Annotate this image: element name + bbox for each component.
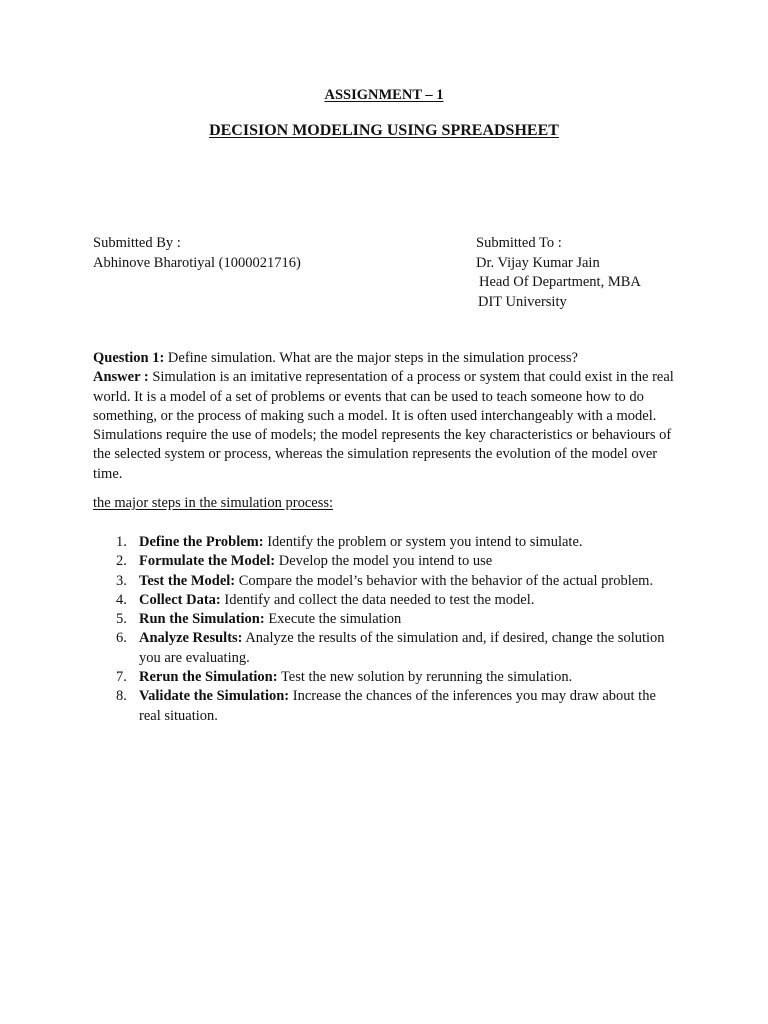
list-item [93, 591, 678, 610]
submitted-to-role: Head Of Department, MBA [479, 274, 641, 290]
step-description: Develop the model you intend to use [275, 553, 493, 570]
submitted-to-label: Submitted To : [476, 235, 562, 251]
list-item [93, 668, 678, 687]
step-number: 4. [116, 591, 127, 608]
submitted-to-org: DIT University [478, 293, 567, 310]
submitted-by-name: Abhinove Bharotiyal (1000021716) [93, 254, 301, 271]
step-description: Identify and collect the data needed to test the model. [220, 591, 535, 608]
submitted-by-block [93, 234, 301, 273]
step-number: 1. [116, 534, 127, 550]
document-title: DECISION MODELING USING SPREADSHEET [209, 122, 559, 139]
step-description: Execute the simulation [264, 611, 402, 628]
steps-list [93, 533, 678, 726]
step-term: Collect Data: [139, 591, 221, 608]
step-number: 7. [116, 669, 127, 686]
step-number: 6. [116, 630, 127, 647]
step-term: Analyze Results: [139, 630, 243, 647]
answer-label: Answer : [93, 369, 149, 386]
question-paragraph [93, 349, 678, 368]
step-number: 2. [116, 553, 127, 570]
answer-paragraph [93, 368, 678, 484]
step-description: Test the new solution by rerunning the simulation. [277, 669, 573, 686]
step-term: Formulate the Model: [139, 553, 276, 570]
step-description: Identify the problem or system you intend to simulate. [263, 534, 583, 550]
list-item [93, 629, 678, 668]
step-description: Analyze the results of the simulation and, if desired, change the solution you are evaluating. [139, 630, 665, 666]
step-number: 3. [116, 572, 127, 589]
submitted-to-block [476, 234, 641, 312]
submitted-by-label: Submitted By : [93, 235, 181, 251]
list-item [93, 687, 678, 726]
step-description: Compare the model’s behavior with the behavior of the actual problem. [235, 572, 654, 589]
question-text: Define simulation. What are the major steps in the simulation process? [164, 350, 578, 366]
assignment-heading: ASSIGNMENT – 1 [324, 87, 444, 103]
step-number: 5. [116, 611, 127, 628]
step-term: Rerun the Simulation: [139, 669, 278, 686]
step-term: Validate the Simulation: [139, 688, 290, 705]
step-term: Test the Model: [139, 572, 236, 589]
list-item [93, 572, 678, 591]
question-answer-block [93, 349, 678, 484]
step-term: Run the Simulation: [139, 611, 265, 628]
list-item [93, 610, 678, 629]
step-number: 8. [116, 688, 127, 705]
step-term: Define the Problem: [139, 534, 264, 550]
step-description: Increase the chances of the inferences you may draw about the real situation. [139, 688, 656, 724]
list-item [93, 552, 678, 571]
steps-heading: the major steps in the simulation process: [93, 495, 334, 511]
list-item [93, 533, 678, 552]
submitted-to-name: Dr. Vijay Kumar Jain [476, 254, 600, 271]
answer-text: Simulation is an imitative representation of a process or system that could exist in the real world. It is a model of a set of problems or events that can be used to teach someone how to do something, or the process of making such a model. It is often used interchangeably with a model. Simulations require the use of models; the model represents the key characteristics or behaviours of the selected system or process, whereas the simulation represents the evolution of the model over time. [93, 369, 674, 482]
question-label: Question 1: [93, 350, 165, 366]
